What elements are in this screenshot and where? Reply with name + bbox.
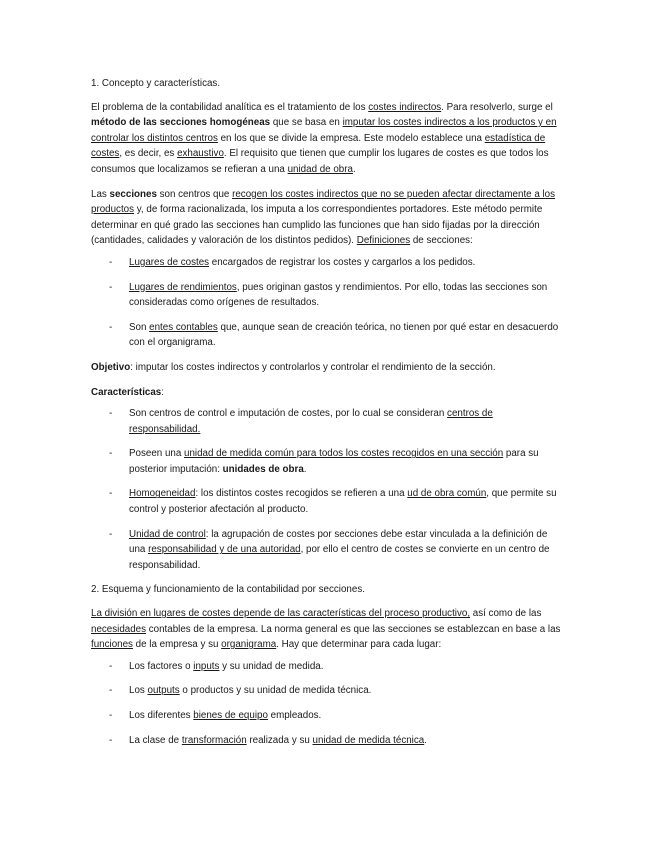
list-item xyxy=(91,255,563,271)
document-page xyxy=(91,76,563,757)
underlined-text: entes contables xyxy=(149,321,218,333)
bold-text: Objetivo xyxy=(91,361,131,373)
underlined-text: ud de obra común xyxy=(407,488,487,500)
text-run: realizada y su xyxy=(246,734,313,746)
list-item xyxy=(91,406,563,437)
list-item xyxy=(91,659,563,675)
list-item-text xyxy=(129,408,493,435)
section-1-paragraph-1 xyxy=(91,100,563,178)
text-run: . xyxy=(303,463,307,475)
bullet-dash: - xyxy=(109,734,113,746)
bullet-dash: - xyxy=(109,528,113,540)
underlined-text: Lugares de costes xyxy=(129,256,210,268)
text-run: Son centros de control e imputación de costes, por lo cual se consideran xyxy=(129,408,448,420)
text-run: para su posterior imputación: xyxy=(129,448,539,475)
underlined-text: inputs xyxy=(193,660,220,672)
list-item xyxy=(91,733,563,749)
list-item xyxy=(91,527,563,574)
list-item-text xyxy=(129,529,549,571)
text-run: de la empresa y su xyxy=(132,639,222,651)
list-item-text xyxy=(129,448,539,475)
bullet-dash: - xyxy=(109,448,113,460)
bold-text: secciones xyxy=(109,188,157,200)
list-item-text xyxy=(129,710,321,721)
text-run: , es decir, es xyxy=(119,148,178,160)
characteristics-heading xyxy=(91,385,563,401)
underlined-text: centros de responsabilidad. xyxy=(129,408,493,435)
bullet-dash: - xyxy=(109,660,113,672)
bullet-dash: - xyxy=(109,685,113,697)
text-run: Los xyxy=(129,685,148,697)
text-run: . Para resolverlo, surge el xyxy=(441,101,553,113)
bullet-dash: - xyxy=(109,408,113,420)
section-2-heading: 2. Esquema y funcionamiento de la contabilidad por secciones. xyxy=(91,584,365,596)
text-run: encargados de registrar los costes y cargarlos a los pedidos. xyxy=(209,256,476,268)
text-run: y, de forma racionalizada, los imputa a los correspondientes portadores. Este método permite determinar en qué grado las secciones han cumplido las funciones que han sido fijadas por la dirección (cantidades, calidades y valoración de los distintos pedidos). xyxy=(91,204,543,247)
bullet-dash: - xyxy=(109,488,113,500)
list-item-text xyxy=(129,322,558,349)
text-run: . El requisito que tienen que cumplir los lugares de costes es que todos los consumos que localizamos se refieran a una xyxy=(91,148,549,175)
text-run: , pues originan gastos y rendimientos. Por ello, todas las secciones son consideradas como orígenes de resultados. xyxy=(129,281,548,309)
text-run: La clase de xyxy=(129,734,182,746)
list-item xyxy=(91,683,563,699)
bullet-dash: - xyxy=(109,321,113,333)
list-item-text xyxy=(129,257,475,268)
list-item-text xyxy=(129,488,557,515)
list-item-text xyxy=(129,661,323,672)
determination-list xyxy=(91,659,563,748)
text-run: , que permite su control y posterior afectación al producto. xyxy=(129,488,557,516)
text-run: Las xyxy=(91,188,110,200)
underlined-text: necesidades xyxy=(91,623,147,635)
text-run: que se basa en xyxy=(270,117,343,129)
text-run: o productos y su unidad de medida técnica. xyxy=(179,685,372,697)
text-run: Son xyxy=(129,321,150,333)
underlined-text: estadística de costes xyxy=(91,132,546,160)
text-run: . Hay que determinar para cada lugar: xyxy=(276,639,442,651)
list-item xyxy=(91,280,563,311)
text-run: que, aunque sean de creación teórica, no tienen por qué estar en desacuerdo con el organigrama. xyxy=(129,321,559,349)
text-run: empleados. xyxy=(267,710,322,721)
underlined-text: transformación xyxy=(181,734,247,746)
list-item xyxy=(91,320,563,351)
underlined-text: Homogeneidad xyxy=(129,488,196,500)
underlined-text: unidad de medida técnica xyxy=(312,734,425,746)
underlined-text: imputar los costes indirectos a los productos y en controlar los distintos centros xyxy=(91,117,557,144)
text-run: Poseen una xyxy=(129,448,185,460)
text-run: : los distintos costes recogidos se refieren a una xyxy=(195,488,408,500)
section-2-paragraph-1 xyxy=(91,606,563,653)
section-1-paragraph-2 xyxy=(91,187,563,249)
underlined-text: costes indirectos xyxy=(368,101,442,113)
text-run: : xyxy=(161,386,164,398)
list-item-text xyxy=(129,685,371,696)
text-run: Los diferentes xyxy=(129,710,194,721)
bullet-dash: - xyxy=(109,256,113,268)
list-item-text xyxy=(129,735,427,746)
underlined-text: organigrama xyxy=(221,639,277,651)
list-item xyxy=(91,446,563,477)
underlined-text: Definiciones xyxy=(356,235,411,247)
text-run: . xyxy=(424,734,427,746)
text-run: : la agrupación de costes por secciones debe estar vinculada a la definición de una xyxy=(129,528,548,556)
text-run: contables de la empresa. La norma general es que las secciones se establezcan en base a las xyxy=(146,623,561,635)
bold-text: unidades de obra xyxy=(222,463,304,475)
text-run: : imputar los costes indirectos y controlarlos y controlar el rendimiento de la sección. xyxy=(130,361,496,373)
underlined-text: Lugares de rendimientos xyxy=(129,281,237,293)
text-run: , por ello el centro de costes se convierte en un centro de responsabilidad. xyxy=(129,544,550,571)
underlined-text: outputs xyxy=(147,685,180,697)
list-item-text xyxy=(129,282,547,309)
text-run: . xyxy=(352,163,356,175)
list-item xyxy=(91,708,563,724)
bullet-dash: - xyxy=(109,281,113,293)
underlined-text: responsabilidad y de una autoridad xyxy=(148,544,301,556)
underlined-text: exhaustivo xyxy=(177,148,224,160)
text-run: El problema de la contabilidad analítica es el tratamiento de los xyxy=(91,101,369,113)
text-run: Los factores o xyxy=(129,660,194,672)
text-run: y su unidad de medida. xyxy=(219,660,324,672)
underlined-text: Unidad de control xyxy=(129,528,206,540)
text-run: así como de las xyxy=(470,608,542,620)
underlined-text: La división en lugares de costes depende de las características del proceso productivo, xyxy=(91,608,471,620)
bold-text: método de las secciones homogéneas xyxy=(91,117,271,129)
text-run: en los que se divide la empresa. Este modelo establece una xyxy=(217,132,485,144)
text-run: son centros que xyxy=(156,188,233,200)
underlined-text: unidad de obra xyxy=(287,163,353,175)
definitions-list xyxy=(91,255,563,351)
underlined-text: funciones xyxy=(91,639,133,651)
bullet-dash: - xyxy=(109,710,113,721)
bold-text: Características xyxy=(91,386,162,398)
characteristics-list xyxy=(91,406,563,573)
underlined-text: unidad de medida común para todos los costes recogidos en una sección xyxy=(184,448,504,460)
objective-paragraph xyxy=(91,360,563,376)
underlined-text: bienes de equipo xyxy=(193,710,268,721)
list-item xyxy=(91,486,563,517)
text-run: de secciones: xyxy=(410,235,473,247)
underlined-text: recogen los costes indirectos que no se pueden afectar directamente a los productos xyxy=(91,188,556,216)
section-1-heading: 1. Concepto y características. xyxy=(91,78,221,89)
